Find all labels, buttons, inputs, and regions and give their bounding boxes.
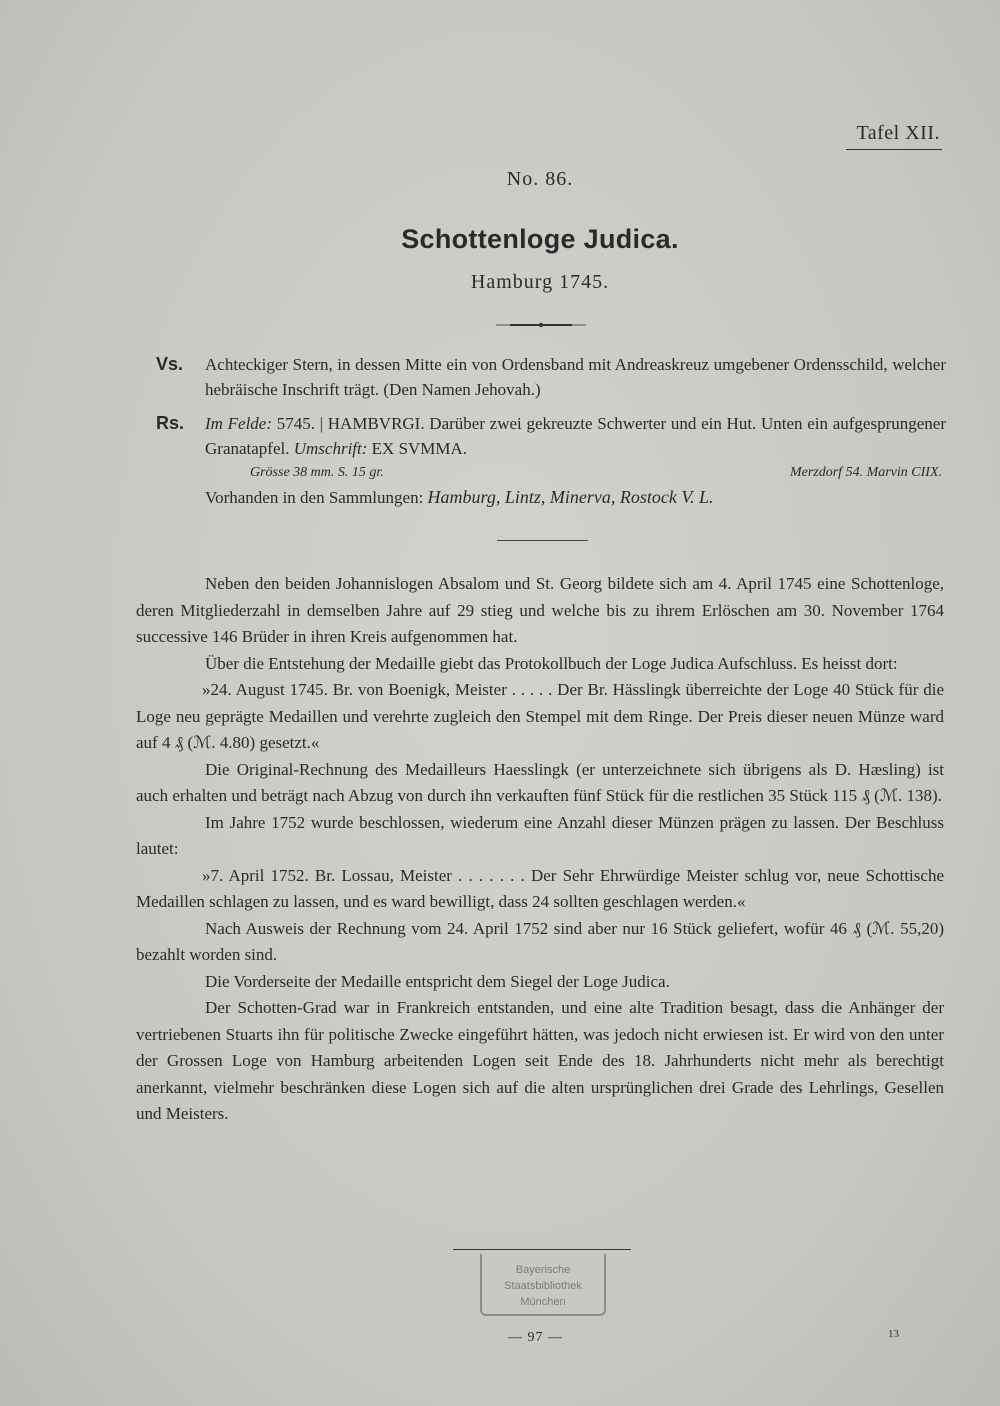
ornament-divider bbox=[496, 322, 586, 328]
paragraph: Über die Entstehung der Medaille giebt das Protokollbuch der Loge Judica Aufschluss. Es heisst dort: bbox=[205, 653, 898, 673]
obverse-description bbox=[136, 352, 946, 402]
signature-mark: 13 bbox=[888, 1328, 899, 1340]
section-divider bbox=[497, 540, 588, 541]
footer-rule bbox=[453, 1249, 631, 1250]
references: Merzdorf 54. Marvin CIIX. bbox=[789, 465, 942, 480]
library-stamp: Bayerische Staatsbibliothek München bbox=[480, 1254, 606, 1316]
quotation: »7. April 1752. Br. Lossau, Meister . . . . . . . Der Sehr Ehrwürdige Meister schlug vor, neue Schottische Medaillen schlagen zu lassen, und es ward bewilligt, dass 24 sollten geschlagen werden.« bbox=[136, 865, 944, 911]
plate-number: Tafel XII. bbox=[846, 122, 942, 150]
obverse-text: Achteckiger Stern, in dessen Mitte ein von Ordensband mit Andreaskreuz umgebener Ordensschild, welcher hebräische Inschrift trägt. (Den Namen Jehovah.) bbox=[205, 355, 946, 399]
medal-title: Schottenloge Judica. bbox=[401, 224, 679, 254]
paragraph: Im Jahre 1752 wurde beschlossen, wiederum eine Anzahl dieser Münzen prägen zu lassen. Der Beschluss lautet: bbox=[136, 812, 944, 858]
paragraph: Nach Ausweis der Rechnung vom 24. April 1752 sind aber nur 16 Stück geliefert, wofür 46 ₰ (ℳ. 55,20) bezahlt worden sind. bbox=[136, 918, 944, 964]
reverse-label: Rs. bbox=[156, 413, 185, 433]
size-weight: Grösse 38 mm. S. 15 gr. bbox=[250, 465, 384, 480]
umschrift-label: Umschrift: bbox=[293, 439, 368, 458]
paragraph: Der Schotten-Grad war in Frankreich entstanden, und eine alte Tradition besagt, dass die Anhänger der vertriebenen Stuarts ihn für politische Zwecke eingeführt hätten, was jedoch nicht erwiesen ist. Er wird von den unter der Grossen Loge von Hamburg arbeitenden Logen seit Ende des 18. Jahrhunderts nicht mehr als berechtigt anerkannt, vielmehr beschränken diese Logen sich auf die alten ursprünglichen drei Grade des Lehrlings, Gesellen und Meisters. bbox=[136, 998, 944, 1123]
collections-list: Hamburg, Lintz, Minerva, Rostock V. L. bbox=[427, 487, 714, 507]
collections-line: Vorhanden in den Sammlungen: Hamburg, Lintz, Minerva, Rostock V. L. bbox=[205, 487, 714, 507]
body-text bbox=[136, 571, 944, 1128]
quotation: »24. August 1745. Br. von Boenigk, Meister . . . . . Der Br. Hässlingk überreichte der Loge 40 Stück für die Loge neu geprägte Medaillen und verehrte zugleich den Stempel mit dem Ringe. Der Preis dieser neuen Münze ward auf 4 ₰ (ℳ. 4.80) gesetzt.« bbox=[136, 680, 944, 752]
medal-metadata bbox=[250, 465, 942, 481]
paragraph: Neben den beiden Johannislogen Absalom und St. Georg bildete sich am 4. April 1745 eine Schottenloge, deren Mitgliederzahl in demselben Jahre auf 29 stieg und welche bis zu ihrem Erlöschen am 30. November 1764 successive 146 Brüder in ihren Kreis aufgenommen hat. bbox=[136, 574, 944, 646]
paragraph: Die Vorderseite der Medaille entspricht dem Siegel der Loge Judica. bbox=[205, 971, 670, 991]
obverse-label: Vs. bbox=[156, 354, 184, 374]
page-number: — 97 — bbox=[508, 1330, 563, 1345]
field-label: Im Felde: bbox=[205, 414, 273, 433]
medal-number: No. 86. bbox=[506, 168, 574, 190]
medal-place-year: Hamburg 1745. bbox=[470, 271, 610, 293]
reverse-description bbox=[136, 411, 946, 461]
reverse-text: Im Felde: 5745. | HAMBVRGI. Darüber zwei gekreuzte Schwerter und ein Hut. Unten ein aufgesprungener Granatapfel. Umschrift: EX SVMMA. bbox=[205, 414, 946, 458]
paragraph: Die Original-Rechnung des Medailleurs Haesslingk (er unterzeichnete sich übrigens als D. Hæsling) ist auch erhalten und beträgt nach Abzug von durch ihn verkauften fünf Stück für die restlichen 35 Stück 115 ₰ (ℳ. 138). bbox=[136, 759, 944, 805]
